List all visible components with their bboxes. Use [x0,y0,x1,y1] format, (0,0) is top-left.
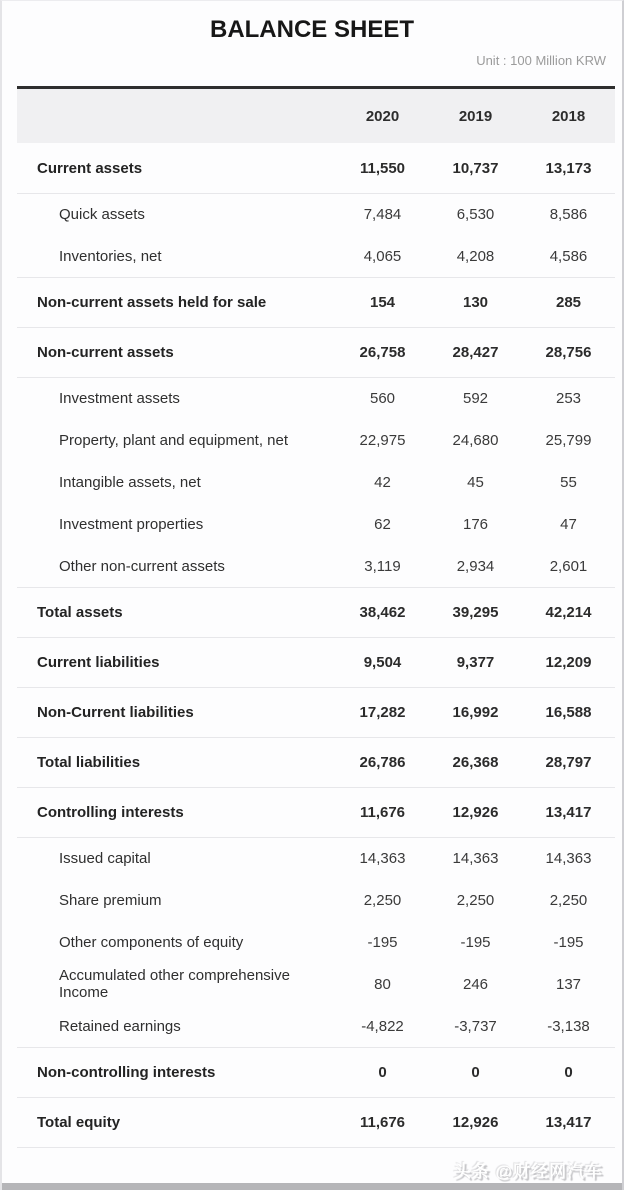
value-2018: -195 [553,933,584,951]
value-2020: 11,550 [359,159,406,177]
table-row-non-current-assets [17,327,615,377]
row-label: Retained earnings [59,1017,181,1035]
column-header-2019: 2019 [458,107,493,125]
table-row-current-assets [17,143,615,193]
value-2020: 154 [369,294,396,311]
row-label: Non-current assets held for sale [37,294,267,311]
value-2020: 26,786 [359,754,406,771]
value-2020: 26,758 [359,344,406,361]
value-2019: 592 [462,390,489,407]
value-2018: 47 [560,515,577,533]
table-row-inventories-net [17,235,615,277]
row-label: Investment properties [59,515,204,533]
row-label: Property, plant and equipment, net [59,431,289,449]
value-2020: 62 [374,515,391,533]
value-2018: 14,363 [545,850,592,867]
row-label: Total liabilities [37,754,141,771]
value-2020: 14,363 [359,850,406,867]
value-2018: 0 [564,1064,573,1081]
row-label: Total equity [37,1114,121,1131]
value-2020: 7,484 [363,206,402,223]
value-2019: 39,295 [452,604,499,621]
value-2019: 2,934 [456,557,495,575]
row-label: Intangible assets, net [59,473,201,491]
value-2019: 246 [462,975,489,993]
toutiao-watermark: 头条 @财经网汽车 [453,1162,603,1181]
value-2018: 25,799 [545,431,592,449]
value-2020: 560 [369,390,396,407]
table-row-retained-earnings [17,1005,615,1047]
value-2018: 8,586 [549,206,588,223]
value-2019: -3,737 [454,1017,497,1035]
value-2018: 285 [555,294,582,311]
value-2019: 0 [471,1064,480,1081]
value-2018: 13,417 [545,804,592,821]
value-2018: 12,209 [545,654,592,671]
value-2018: 13,173 [545,159,592,177]
value-2018: 28,756 [545,344,592,361]
value-2019: 16,992 [452,704,499,721]
value-2020: -195 [367,933,398,951]
table-row-property-plant-equipment [17,419,615,461]
table-row-other-components-of-equity [17,921,615,963]
value-2019: 4,208 [456,247,495,265]
value-2020: 80 [374,975,391,993]
table-row-current-liabilities [17,637,615,687]
value-2019: 9,377 [456,654,495,671]
bottom-border-strip [2,1183,622,1190]
value-2020: 9,504 [363,654,402,671]
row-label: Inventories, net [59,247,162,265]
value-2020: 11,676 [359,804,406,821]
table-row-share-premium [17,879,615,921]
table-row-investment-properties [17,503,615,545]
value-2018: 4,586 [549,247,588,265]
page-title: BALANCE SHEET [209,16,414,43]
value-2019: 45 [467,473,484,491]
value-2019: 2,250 [456,891,495,909]
value-2019: 130 [462,294,489,311]
value-2020: 22,975 [359,431,406,449]
value-2020: 42 [374,473,391,491]
value-2018: 42,214 [545,604,592,621]
table-row-accumulated-other-comprehensive-income [17,963,615,1005]
value-2019: 176 [462,515,489,533]
table-header-row [17,89,615,143]
table-row-intangible-assets [17,461,615,503]
row-label: Non-Current liabilities [37,704,194,721]
value-2020: 11,676 [359,1114,406,1131]
row-label: Accumulated other comprehensive Income [59,967,290,1001]
table-row-total-equity [17,1097,615,1147]
row-label: Quick assets [59,206,145,223]
value-2019: -195 [460,933,491,951]
column-header-2020: 2020 [365,107,400,125]
row-label: Non-controlling interests [37,1064,216,1081]
row-label: Share premium [59,891,162,909]
table-row-non-controlling-interests [17,1047,615,1097]
table-row-non-current-assets-held-for-sale [17,277,615,327]
value-2019: 28,427 [452,344,499,361]
value-2019: 24,680 [452,431,499,449]
value-2020: 38,462 [359,604,406,621]
value-2018: 55 [560,473,577,491]
value-2019: 12,926 [452,1114,499,1131]
value-2018: 16,588 [545,704,592,721]
header-area [2,1,622,86]
value-2020: -4,822 [361,1017,404,1035]
value-2020: 3,119 [364,557,401,575]
row-label: Other components of equity [59,933,244,951]
table-row-other-non-current-assets [17,545,615,587]
value-2019: 14,363 [452,850,499,867]
row-label: Issued capital [59,850,151,867]
value-2018: 2,250 [549,891,588,909]
row-label: Other non-current assets [59,557,225,575]
table-row-issued-capital [17,837,615,879]
table-row-total-liabilities [17,737,615,787]
table-row-quick-assets [17,193,615,235]
table-row-non-current-liabilities [17,687,615,737]
row-label: Investment assets [59,390,180,407]
table-row-controlling-interests [17,787,615,837]
table-row-investment-assets [17,377,615,419]
column-header-2018: 2018 [551,107,586,125]
value-2020: 2,250 [363,891,402,909]
row-label: Total assets [37,604,123,621]
value-2018: 13,417 [545,1114,592,1131]
value-2018: 2,601 [549,557,588,575]
footer-area [17,1147,615,1184]
row-label: Controlling interests [37,804,184,821]
value-2019: 26,368 [452,754,499,771]
row-label: Current liabilities [37,654,160,671]
value-2018: 137 [555,975,582,993]
unit-note: Unit : 100 Million KRW [476,53,606,68]
value-2018: 28,797 [545,754,592,771]
value-2020: 4,065 [363,247,402,265]
balance-sheet-table [17,86,615,1147]
value-2018: -3,138 [547,1017,590,1035]
row-label: Non-current assets [37,344,174,361]
value-2019: 12,926 [452,804,499,821]
value-2019: 6,530 [456,206,495,223]
table-row-total-assets [17,587,615,637]
value-2018: 253 [555,390,582,407]
value-2020: 0 [378,1064,387,1081]
row-label: Current assets [37,159,143,177]
value-2020: 17,282 [359,704,406,721]
value-2019: 10,737 [452,159,499,177]
